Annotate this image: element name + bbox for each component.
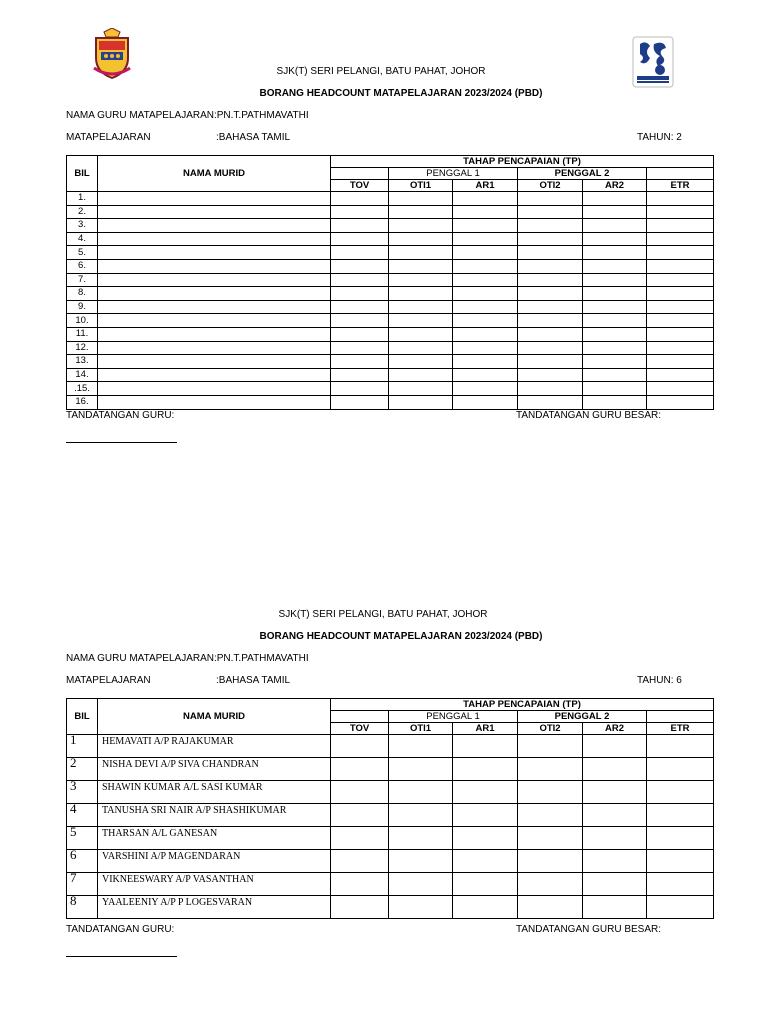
col-ar1: AR1 xyxy=(453,180,518,192)
score-cell[interactable] xyxy=(583,382,647,396)
student-name-cell: TANUSHA SRI NAIR A/P SHASHIKUMAR xyxy=(98,804,331,827)
row-number: 6 xyxy=(67,850,98,873)
score-cell[interactable] xyxy=(389,327,453,341)
score-cell[interactable] xyxy=(389,246,453,260)
score-cell[interactable] xyxy=(389,314,453,328)
score-cell[interactable] xyxy=(518,804,583,827)
student-name-cell: NISHA DEVI A/P SIVA CHANDRAN xyxy=(98,758,331,781)
score-cell[interactable] xyxy=(518,382,583,396)
score-cell[interactable] xyxy=(331,192,389,206)
col-ar2: AR2 xyxy=(583,723,647,735)
score-cell[interactable] xyxy=(518,896,583,919)
score-cell[interactable] xyxy=(518,287,583,301)
score-cell[interactable] xyxy=(331,382,389,396)
year-label-2: TAHUN: 6 xyxy=(637,675,682,686)
score-cell[interactable] xyxy=(331,735,389,758)
score-cell[interactable] xyxy=(389,395,453,409)
table-row xyxy=(67,192,714,206)
score-cell[interactable] xyxy=(518,341,583,355)
score-cell[interactable] xyxy=(583,850,647,873)
score-cell[interactable] xyxy=(583,896,647,919)
score-cell[interactable] xyxy=(389,735,453,758)
score-cell[interactable] xyxy=(583,219,647,233)
score-cell[interactable] xyxy=(389,368,453,382)
table-row xyxy=(67,246,714,260)
student-name-cell[interactable] xyxy=(98,246,331,260)
score-cell[interactable] xyxy=(647,368,714,382)
col-etr: ETR xyxy=(647,723,714,735)
student-name-cell[interactable] xyxy=(98,355,331,369)
score-cell[interactable] xyxy=(389,827,453,850)
score-cell[interactable] xyxy=(389,273,453,287)
table-row xyxy=(67,259,714,273)
score-cell[interactable] xyxy=(647,287,714,301)
student-name-cell[interactable] xyxy=(98,368,331,382)
score-cell[interactable] xyxy=(647,314,714,328)
score-cell[interactable] xyxy=(453,192,518,206)
headmaster-signature-label-2: TANDATANGAN GURU BESAR: xyxy=(516,924,662,935)
col-penggal-1: PENGGAL 1 xyxy=(389,168,518,180)
score-cell[interactable] xyxy=(389,804,453,827)
score-cell[interactable] xyxy=(647,896,714,919)
score-cell[interactable] xyxy=(583,341,647,355)
score-cell[interactable] xyxy=(453,300,518,314)
score-cell[interactable] xyxy=(518,232,583,246)
table-row xyxy=(67,850,714,873)
score-cell[interactable] xyxy=(583,192,647,206)
row-number: 6. xyxy=(67,259,98,273)
score-cell[interactable] xyxy=(331,758,389,781)
row-number: 2. xyxy=(67,205,98,219)
score-cell[interactable] xyxy=(583,873,647,896)
score-cell[interactable] xyxy=(518,781,583,804)
row-number: 5. xyxy=(67,246,98,260)
score-cell[interactable] xyxy=(518,219,583,233)
teacher-line-2: NAMA GURU MATAPELAJARAN:PN.T.PATHMAVATHI xyxy=(66,653,309,664)
school-name: SJK(T) SERI PELANGI, BATU PAHAT, JOHOR xyxy=(276,66,486,77)
col-penggal-1: PENGGAL 1 xyxy=(389,711,518,723)
score-cell[interactable] xyxy=(453,395,518,409)
score-cell[interactable] xyxy=(331,395,389,409)
student-name-cell: VARSHINI A/P MAGENDARAN xyxy=(98,850,331,873)
col-penggal-2: PENGGAL 2 xyxy=(518,711,647,723)
score-cell[interactable] xyxy=(647,327,714,341)
score-cell[interactable] xyxy=(453,735,518,758)
score-cell[interactable] xyxy=(453,327,518,341)
headcount-table xyxy=(66,155,714,410)
score-cell[interactable] xyxy=(583,314,647,328)
score-cell[interactable] xyxy=(647,735,714,758)
student-name-cell[interactable] xyxy=(98,273,331,287)
score-cell[interactable] xyxy=(389,219,453,233)
student-name-cell[interactable] xyxy=(98,232,331,246)
score-cell[interactable] xyxy=(647,246,714,260)
score-cell[interactable] xyxy=(518,246,583,260)
score-cell[interactable] xyxy=(453,896,518,919)
score-cell[interactable] xyxy=(518,273,583,287)
score-cell[interactable] xyxy=(583,355,647,369)
score-cell[interactable] xyxy=(583,205,647,219)
score-cell[interactable] xyxy=(331,827,389,850)
student-name-cell: YAALEENIY A/P P LOGESVARAN xyxy=(98,896,331,919)
table-row xyxy=(67,232,714,246)
score-cell[interactable] xyxy=(583,246,647,260)
col-oti2: OTI2 xyxy=(518,723,583,735)
table-row xyxy=(67,327,714,341)
col-nama-murid: NAMA MURID xyxy=(98,699,331,735)
student-name-cell[interactable] xyxy=(98,395,331,409)
score-cell[interactable] xyxy=(647,827,714,850)
col-nama-murid: NAMA MURID xyxy=(98,156,331,192)
score-cell[interactable] xyxy=(518,873,583,896)
score-cell[interactable] xyxy=(583,232,647,246)
col-etr: ETR xyxy=(647,180,714,192)
score-cell[interactable] xyxy=(331,327,389,341)
score-cell[interactable] xyxy=(583,395,647,409)
row-number: 7. xyxy=(67,273,98,287)
subject-value-2: :BAHASA TAMIL xyxy=(216,675,291,686)
score-cell[interactable] xyxy=(453,382,518,396)
row-number: 14. xyxy=(67,368,98,382)
score-cell[interactable] xyxy=(583,735,647,758)
row-number: 3. xyxy=(67,219,98,233)
student-name-cell[interactable] xyxy=(98,300,331,314)
score-cell[interactable] xyxy=(583,758,647,781)
form-title: BORANG HEADCOUNT MATAPELAJARAN 2023/2024 (PBD) xyxy=(259,88,543,99)
score-cell[interactable] xyxy=(583,300,647,314)
score-cell[interactable] xyxy=(331,781,389,804)
score-cell[interactable] xyxy=(453,246,518,260)
score-cell[interactable] xyxy=(583,259,647,273)
student-name-cell: VIKNEESWARY A/P VASANTHAN xyxy=(98,873,331,896)
score-cell[interactable] xyxy=(331,850,389,873)
score-cell[interactable] xyxy=(647,873,714,896)
score-cell[interactable] xyxy=(453,355,518,369)
score-cell[interactable] xyxy=(331,273,389,287)
table-row xyxy=(67,368,714,382)
score-cell[interactable] xyxy=(647,355,714,369)
score-cell[interactable] xyxy=(389,382,453,396)
row-number: 4 xyxy=(67,804,98,827)
table-row xyxy=(67,341,714,355)
score-cell[interactable] xyxy=(647,273,714,287)
col-oti2: OTI2 xyxy=(518,180,583,192)
row-number: 2 xyxy=(67,758,98,781)
score-cell[interactable] xyxy=(331,219,389,233)
score-cell[interactable] xyxy=(389,896,453,919)
score-cell[interactable] xyxy=(389,355,453,369)
score-cell[interactable] xyxy=(453,273,518,287)
school-name-2: SJK(T) SERI PELANGI, BATU PAHAT, JOHOR xyxy=(278,609,488,620)
score-cell[interactable] xyxy=(453,219,518,233)
score-cell[interactable] xyxy=(647,192,714,206)
signature-line xyxy=(66,442,177,443)
row-number: 10. xyxy=(67,314,98,328)
table-row xyxy=(67,758,714,781)
student-name-cell[interactable] xyxy=(98,259,331,273)
col-ar1: AR1 xyxy=(453,723,518,735)
score-cell[interactable] xyxy=(331,314,389,328)
row-number: .15. xyxy=(67,382,98,396)
table-row xyxy=(67,827,714,850)
score-cell[interactable] xyxy=(331,804,389,827)
teacher-signature-label-2: TANDATANGAN GURU: xyxy=(66,924,175,935)
score-cell[interactable] xyxy=(389,341,453,355)
score-cell[interactable] xyxy=(518,259,583,273)
table-row xyxy=(67,219,714,233)
score-cell[interactable] xyxy=(518,758,583,781)
score-cell[interactable] xyxy=(518,205,583,219)
score-cell[interactable] xyxy=(647,259,714,273)
student-name-cell: THARSAN A/L GANESAN xyxy=(98,827,331,850)
student-name-cell[interactable] xyxy=(98,327,331,341)
score-cell[interactable] xyxy=(647,395,714,409)
headmaster-signature-label: TANDATANGAN GURU BESAR: xyxy=(516,410,662,421)
student-name-cell: HEMAVATI A/P RAJAKUMAR xyxy=(98,735,331,758)
score-cell[interactable] xyxy=(518,850,583,873)
score-cell[interactable] xyxy=(331,355,389,369)
student-name-cell[interactable] xyxy=(98,341,331,355)
row-number: 5 xyxy=(67,827,98,850)
student-name-cell[interactable] xyxy=(98,382,331,396)
col-penggal-2: PENGGAL 2 xyxy=(518,168,647,180)
row-number: 13. xyxy=(67,355,98,369)
table-row xyxy=(67,287,714,301)
score-cell[interactable] xyxy=(583,368,647,382)
subject-label-2: MATAPELAJARAN xyxy=(66,675,151,686)
col-tahap: TAHAP PENCAPAIAN (TP) xyxy=(331,156,714,168)
score-cell[interactable] xyxy=(518,395,583,409)
score-cell[interactable] xyxy=(647,382,714,396)
row-number: 9. xyxy=(67,300,98,314)
signature-line-2 xyxy=(66,956,177,957)
col-ar2: AR2 xyxy=(583,180,647,192)
row-number: 8. xyxy=(67,287,98,301)
row-number: 3 xyxy=(67,781,98,804)
col-tov: TOV xyxy=(331,723,389,735)
subject-label: MATAPELAJARAN xyxy=(66,132,151,143)
score-cell[interactable] xyxy=(331,873,389,896)
score-cell[interactable] xyxy=(453,341,518,355)
row-number: 12. xyxy=(67,341,98,355)
row-number: 1 xyxy=(67,735,98,758)
score-cell[interactable] xyxy=(583,827,647,850)
col-bil: BIL xyxy=(67,156,98,192)
col-oti1: OTI1 xyxy=(389,180,453,192)
row-number: 16. xyxy=(67,395,98,409)
score-cell[interactable] xyxy=(518,314,583,328)
score-cell[interactable] xyxy=(331,300,389,314)
score-cell[interactable] xyxy=(518,300,583,314)
score-cell[interactable] xyxy=(453,287,518,301)
student-name-cell[interactable] xyxy=(98,192,331,206)
score-cell[interactable] xyxy=(583,287,647,301)
score-cell[interactable] xyxy=(331,205,389,219)
score-cell[interactable] xyxy=(389,873,453,896)
score-cell[interactable] xyxy=(389,259,453,273)
col-tahap: TAHAP PENCAPAIAN (TP) xyxy=(331,699,714,711)
score-cell[interactable] xyxy=(389,287,453,301)
score-cell[interactable] xyxy=(518,192,583,206)
score-cell[interactable] xyxy=(518,368,583,382)
score-cell[interactable] xyxy=(453,205,518,219)
score-cell[interactable] xyxy=(453,368,518,382)
score-cell[interactable] xyxy=(331,232,389,246)
table-row xyxy=(67,314,714,328)
score-cell[interactable] xyxy=(453,804,518,827)
score-cell[interactable] xyxy=(331,341,389,355)
table-row xyxy=(67,355,714,369)
student-name-cell[interactable] xyxy=(98,219,331,233)
score-cell[interactable] xyxy=(389,205,453,219)
score-cell[interactable] xyxy=(389,758,453,781)
col-bil: BIL xyxy=(67,699,98,735)
score-cell[interactable] xyxy=(453,873,518,896)
score-cell[interactable] xyxy=(583,781,647,804)
score-cell[interactable] xyxy=(331,287,389,301)
table-row xyxy=(67,382,714,396)
table-row xyxy=(67,804,714,827)
score-cell[interactable] xyxy=(647,341,714,355)
score-cell[interactable] xyxy=(453,259,518,273)
score-cell[interactable] xyxy=(453,781,518,804)
ministry-logo-icon xyxy=(632,36,674,88)
score-cell[interactable] xyxy=(331,259,389,273)
student-name-cell[interactable] xyxy=(98,205,331,219)
score-cell[interactable] xyxy=(389,192,453,206)
score-cell[interactable] xyxy=(453,827,518,850)
table-row xyxy=(67,896,714,919)
score-cell[interactable] xyxy=(389,850,453,873)
year-label: TAHUN: 2 xyxy=(637,132,682,143)
teacher-signature-label: TANDATANGAN GURU: xyxy=(66,410,175,421)
score-cell[interactable] xyxy=(518,327,583,341)
score-cell[interactable] xyxy=(647,758,714,781)
table-row xyxy=(67,300,714,314)
score-cell[interactable] xyxy=(331,246,389,260)
headcount-table-2 xyxy=(66,698,714,919)
row-number: 7 xyxy=(67,873,98,896)
table-row xyxy=(67,781,714,804)
score-cell[interactable] xyxy=(453,314,518,328)
row-number: 1. xyxy=(67,192,98,206)
score-cell[interactable] xyxy=(453,758,518,781)
table-row xyxy=(67,873,714,896)
score-cell[interactable] xyxy=(583,804,647,827)
table-row xyxy=(67,735,714,758)
table-row xyxy=(67,395,714,409)
score-cell[interactable] xyxy=(583,327,647,341)
student-name-cell[interactable] xyxy=(98,287,331,301)
score-cell[interactable] xyxy=(331,896,389,919)
teacher-line: NAMA GURU MATAPELAJARAN:PN.T.PATHMAVATHI xyxy=(66,110,309,121)
student-name-cell[interactable] xyxy=(98,314,331,328)
score-cell[interactable] xyxy=(583,273,647,287)
form-title-2: BORANG HEADCOUNT MATAPELAJARAN 2023/2024 (PBD) xyxy=(259,631,543,642)
col-oti1: OTI1 xyxy=(389,723,453,735)
student-name-cell: SHAWIN KUMAR A/L SASI KUMAR xyxy=(98,781,331,804)
score-cell[interactable] xyxy=(389,232,453,246)
row-number: 8 xyxy=(67,896,98,919)
table-row xyxy=(67,273,714,287)
score-cell[interactable] xyxy=(331,368,389,382)
score-cell[interactable] xyxy=(647,205,714,219)
score-cell[interactable] xyxy=(389,300,453,314)
row-number: 4. xyxy=(67,232,98,246)
score-cell[interactable] xyxy=(453,850,518,873)
score-cell[interactable] xyxy=(647,232,714,246)
score-cell[interactable] xyxy=(453,232,518,246)
score-cell[interactable] xyxy=(647,781,714,804)
score-cell[interactable] xyxy=(518,355,583,369)
score-cell[interactable] xyxy=(647,300,714,314)
col-tov: TOV xyxy=(331,180,389,192)
score-cell[interactable] xyxy=(518,735,583,758)
score-cell[interactable] xyxy=(647,804,714,827)
table-row xyxy=(67,205,714,219)
score-cell[interactable] xyxy=(647,850,714,873)
score-cell[interactable] xyxy=(389,781,453,804)
score-cell[interactable] xyxy=(518,827,583,850)
score-cell[interactable] xyxy=(647,219,714,233)
subject-value: :BAHASA TAMIL xyxy=(216,132,291,143)
row-number: 11. xyxy=(67,327,98,341)
